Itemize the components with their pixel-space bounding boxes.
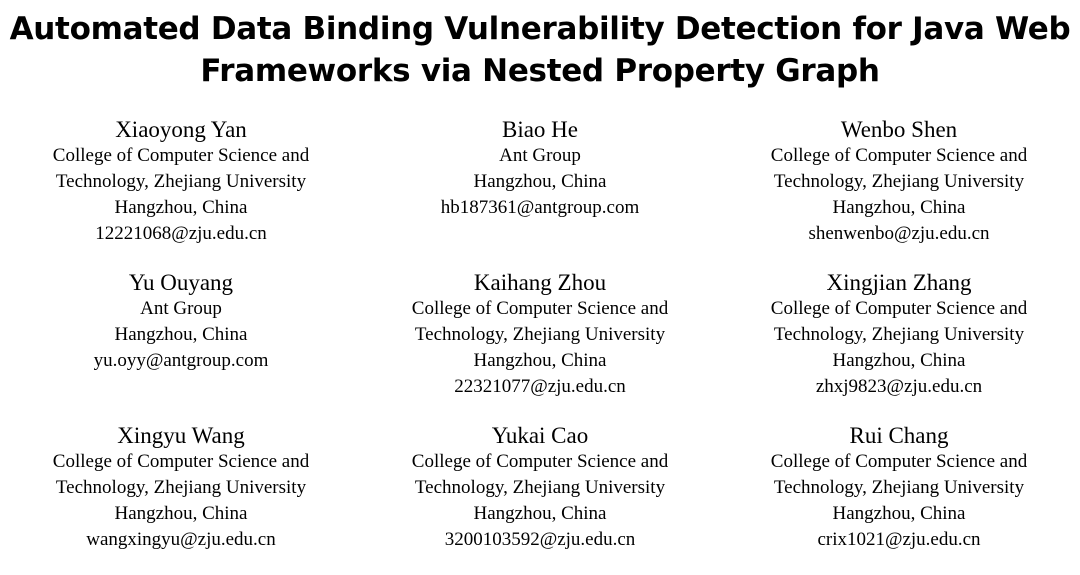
- author-affiliation-line: Hangzhou, China: [114, 503, 248, 524]
- author-affiliation-line: Technology, Zhejiang University: [773, 324, 1025, 345]
- author-block: [718, 269, 1080, 422]
- author-affiliation-line: Technology, Zhejiang University: [414, 477, 666, 498]
- author-email: zhxj9823@zju.edu.cn: [815, 376, 983, 397]
- author-affiliation-line: Hangzhou, China: [473, 171, 607, 192]
- author-affiliation-line: Technology, Zhejiang University: [55, 477, 307, 498]
- author-affiliation-line: Hangzhou, China: [473, 503, 607, 524]
- paper-title-line-1: Automated Data Binding Vulnerability Detection for Java Web: [9, 11, 1071, 47]
- author-block: [0, 422, 362, 575]
- author-affiliation-line: Hangzhou, China: [832, 350, 966, 371]
- author-email: shenwenbo@zju.edu.cn: [808, 223, 990, 244]
- author-name: Yu Ouyang: [128, 270, 234, 295]
- author-name: Kaihang Zhou: [473, 270, 607, 295]
- author-name: Rui Chang: [849, 423, 949, 448]
- author-email: wangxingyu@zju.edu.cn: [86, 529, 276, 550]
- author-block: [362, 269, 718, 422]
- author-block: [718, 422, 1080, 575]
- author-affiliation-line: Hangzhou, China: [832, 503, 966, 524]
- author-block: [362, 422, 718, 575]
- author-name: Xiaoyong Yan: [115, 117, 247, 142]
- author-name: Biao He: [501, 117, 578, 142]
- author-email: crix1021@zju.edu.cn: [817, 529, 981, 550]
- author-affiliation-line: Hangzhou, China: [473, 350, 607, 371]
- paper-title: [0, 8, 1080, 92]
- author-affiliation-line: Technology, Zhejiang University: [55, 171, 307, 192]
- author-affiliation-line: College of Computer Science and: [52, 145, 310, 166]
- author-email: 12221068@zju.edu.cn: [95, 223, 267, 244]
- author-email: hb187361@antgroup.com: [440, 197, 640, 218]
- author-block: [718, 116, 1080, 269]
- author-affiliation-line: College of Computer Science and: [770, 298, 1028, 319]
- author-name: Wenbo Shen: [840, 117, 958, 142]
- author-block: [0, 269, 362, 422]
- author-email: yu.oyy@antgroup.com: [93, 350, 269, 371]
- author-affiliation-line: Hangzhou, China: [832, 197, 966, 218]
- author-affiliation-line: Hangzhou, China: [114, 324, 248, 345]
- author-block: [0, 116, 362, 269]
- author-email: 22321077@zju.edu.cn: [454, 376, 626, 397]
- author-affiliation-line: College of Computer Science and: [770, 451, 1028, 472]
- author-affiliation-line: Technology, Zhejiang University: [773, 477, 1025, 498]
- author-affiliation-line: Ant Group: [499, 145, 581, 166]
- author-affiliation-line: College of Computer Science and: [411, 298, 669, 319]
- author-affiliation-line: College of Computer Science and: [52, 451, 310, 472]
- paper-title-line-2: Frameworks via Nested Property Graph: [200, 53, 880, 89]
- author-grid: [0, 116, 1080, 575]
- author-email: 3200103592@zju.edu.cn: [444, 529, 636, 550]
- author-affiliation-line: College of Computer Science and: [411, 451, 669, 472]
- author-affiliation-line: College of Computer Science and: [770, 145, 1028, 166]
- author-name: Xingyu Wang: [117, 423, 245, 448]
- author-block: [362, 116, 718, 269]
- author-affiliation-line: Ant Group: [140, 298, 222, 319]
- author-affiliation-line: Technology, Zhejiang University: [414, 324, 666, 345]
- author-affiliation-line: Technology, Zhejiang University: [773, 171, 1025, 192]
- author-name: Yukai Cao: [491, 423, 589, 448]
- author-name: Xingjian Zhang: [826, 270, 972, 295]
- author-affiliation-line: Hangzhou, China: [114, 197, 248, 218]
